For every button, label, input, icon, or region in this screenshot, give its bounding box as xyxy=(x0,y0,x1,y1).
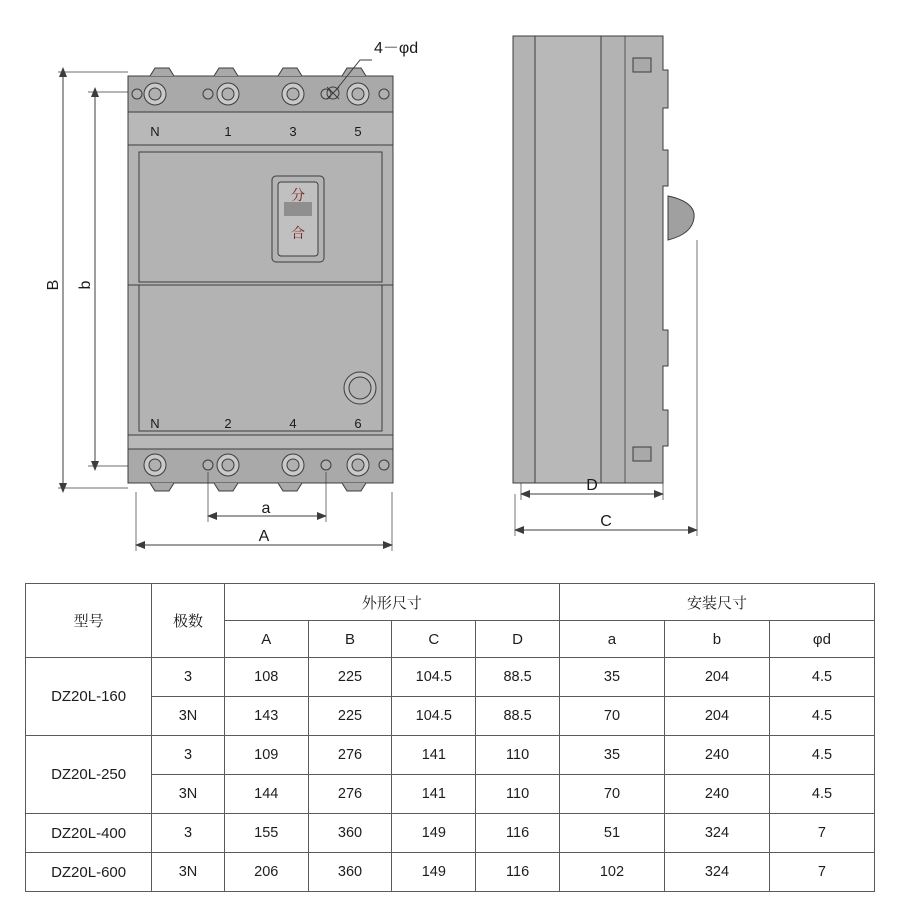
table-row xyxy=(26,775,875,814)
col-header-a: a xyxy=(559,621,664,658)
cell-phid: 4.5 xyxy=(769,736,874,775)
cell-a: 35 xyxy=(559,658,664,697)
cell-B: 360 xyxy=(308,814,392,853)
cell-phid: 7 xyxy=(769,853,874,892)
col-group-mount: 安装尺寸 xyxy=(559,584,874,621)
switch-label-close: 合 xyxy=(291,226,305,242)
cell-poles: 3N xyxy=(152,853,225,892)
cell-model: DZ20L-160 xyxy=(26,658,152,736)
cell-phid: 4.5 xyxy=(769,658,874,697)
cell-b: 324 xyxy=(664,814,769,853)
terminal-label-top-0: N xyxy=(150,124,160,139)
cell-poles: 3 xyxy=(152,814,225,853)
col-header-C: C xyxy=(392,621,476,658)
cell-model: DZ20L-250 xyxy=(26,736,152,814)
cell-phid: 4.5 xyxy=(769,775,874,814)
cell-a: 35 xyxy=(559,736,664,775)
cell-D: 116 xyxy=(476,814,560,853)
cell-A: 206 xyxy=(224,853,308,892)
cell-b: 240 xyxy=(664,775,769,814)
hole-callout-label: 4－φd xyxy=(374,40,419,57)
cell-C: 104.5 xyxy=(392,658,476,697)
terminal-label-top-3: 5 xyxy=(354,124,362,139)
cell-D: 116 xyxy=(476,853,560,892)
col-header-phid: φd xyxy=(769,621,874,658)
cell-phid: 7 xyxy=(769,814,874,853)
cell-b: 240 xyxy=(664,736,769,775)
dim-label-A: A xyxy=(258,528,270,545)
cell-phid: 4.5 xyxy=(769,697,874,736)
cell-A: 155 xyxy=(224,814,308,853)
dim-label-B: B xyxy=(45,279,62,291)
cell-C: 149 xyxy=(392,814,476,853)
col-header-model: 型号 xyxy=(26,584,152,658)
terminal-label-top-1: 1 xyxy=(224,124,232,139)
cell-B: 276 xyxy=(308,775,392,814)
cell-D: 88.5 xyxy=(476,697,560,736)
col-group-outline: 外形尺寸 xyxy=(224,584,559,621)
cell-B: 225 xyxy=(308,697,392,736)
cell-B: 276 xyxy=(308,736,392,775)
cell-a: 70 xyxy=(559,697,664,736)
cell-model: DZ20L-400 xyxy=(26,814,152,853)
front-view-body xyxy=(128,60,393,491)
spec-table-body xyxy=(26,658,875,892)
cell-C: 141 xyxy=(392,775,476,814)
dim-label-C: C xyxy=(600,513,612,530)
spec-table-container xyxy=(25,583,875,892)
table-row xyxy=(26,853,875,892)
table-row xyxy=(26,814,875,853)
cell-b: 204 xyxy=(664,697,769,736)
cell-B: 360 xyxy=(308,853,392,892)
spec-table xyxy=(25,583,875,892)
terminal-label-bottom-2: 4 xyxy=(289,416,297,431)
table-row xyxy=(26,736,875,775)
col-header-poles: 极数 xyxy=(152,584,225,658)
cell-C: 104.5 xyxy=(392,697,476,736)
terminal-label-bottom-3: 6 xyxy=(354,416,362,431)
cell-b: 204 xyxy=(664,658,769,697)
cell-B: 225 xyxy=(308,658,392,697)
cell-poles: 3 xyxy=(152,658,225,697)
cell-a: 102 xyxy=(559,853,664,892)
switch-label-open: 分 xyxy=(291,188,305,204)
terminal-label-bottom-1: 2 xyxy=(224,416,232,431)
cell-a: 51 xyxy=(559,814,664,853)
cell-C: 141 xyxy=(392,736,476,775)
col-header-B: B xyxy=(308,621,392,658)
table-row xyxy=(26,658,875,697)
cell-D: 110 xyxy=(476,736,560,775)
cell-A: 109 xyxy=(224,736,308,775)
col-header-A: A xyxy=(224,621,308,658)
dim-label-b: b xyxy=(77,280,94,290)
cell-poles: 3N xyxy=(152,775,225,814)
cell-A: 143 xyxy=(224,697,308,736)
cell-D: 88.5 xyxy=(476,658,560,697)
cell-D: 110 xyxy=(476,775,560,814)
dim-label-a: a xyxy=(261,500,271,517)
cell-model: DZ20L-600 xyxy=(26,853,152,892)
cell-poles: 3 xyxy=(152,736,225,775)
cell-A: 144 xyxy=(224,775,308,814)
cell-poles: 3N xyxy=(152,697,225,736)
cell-b: 324 xyxy=(664,853,769,892)
terminal-label-top-2: 3 xyxy=(289,124,297,139)
cell-A: 108 xyxy=(224,658,308,697)
side-view-body xyxy=(513,36,694,483)
terminal-label-bottom-0: N xyxy=(150,416,160,431)
cell-C: 149 xyxy=(392,853,476,892)
col-header-D: D xyxy=(476,621,560,658)
table-row xyxy=(26,697,875,736)
dim-label-D: D xyxy=(586,477,598,494)
col-header-b: b xyxy=(664,621,769,658)
cell-a: 70 xyxy=(559,775,664,814)
